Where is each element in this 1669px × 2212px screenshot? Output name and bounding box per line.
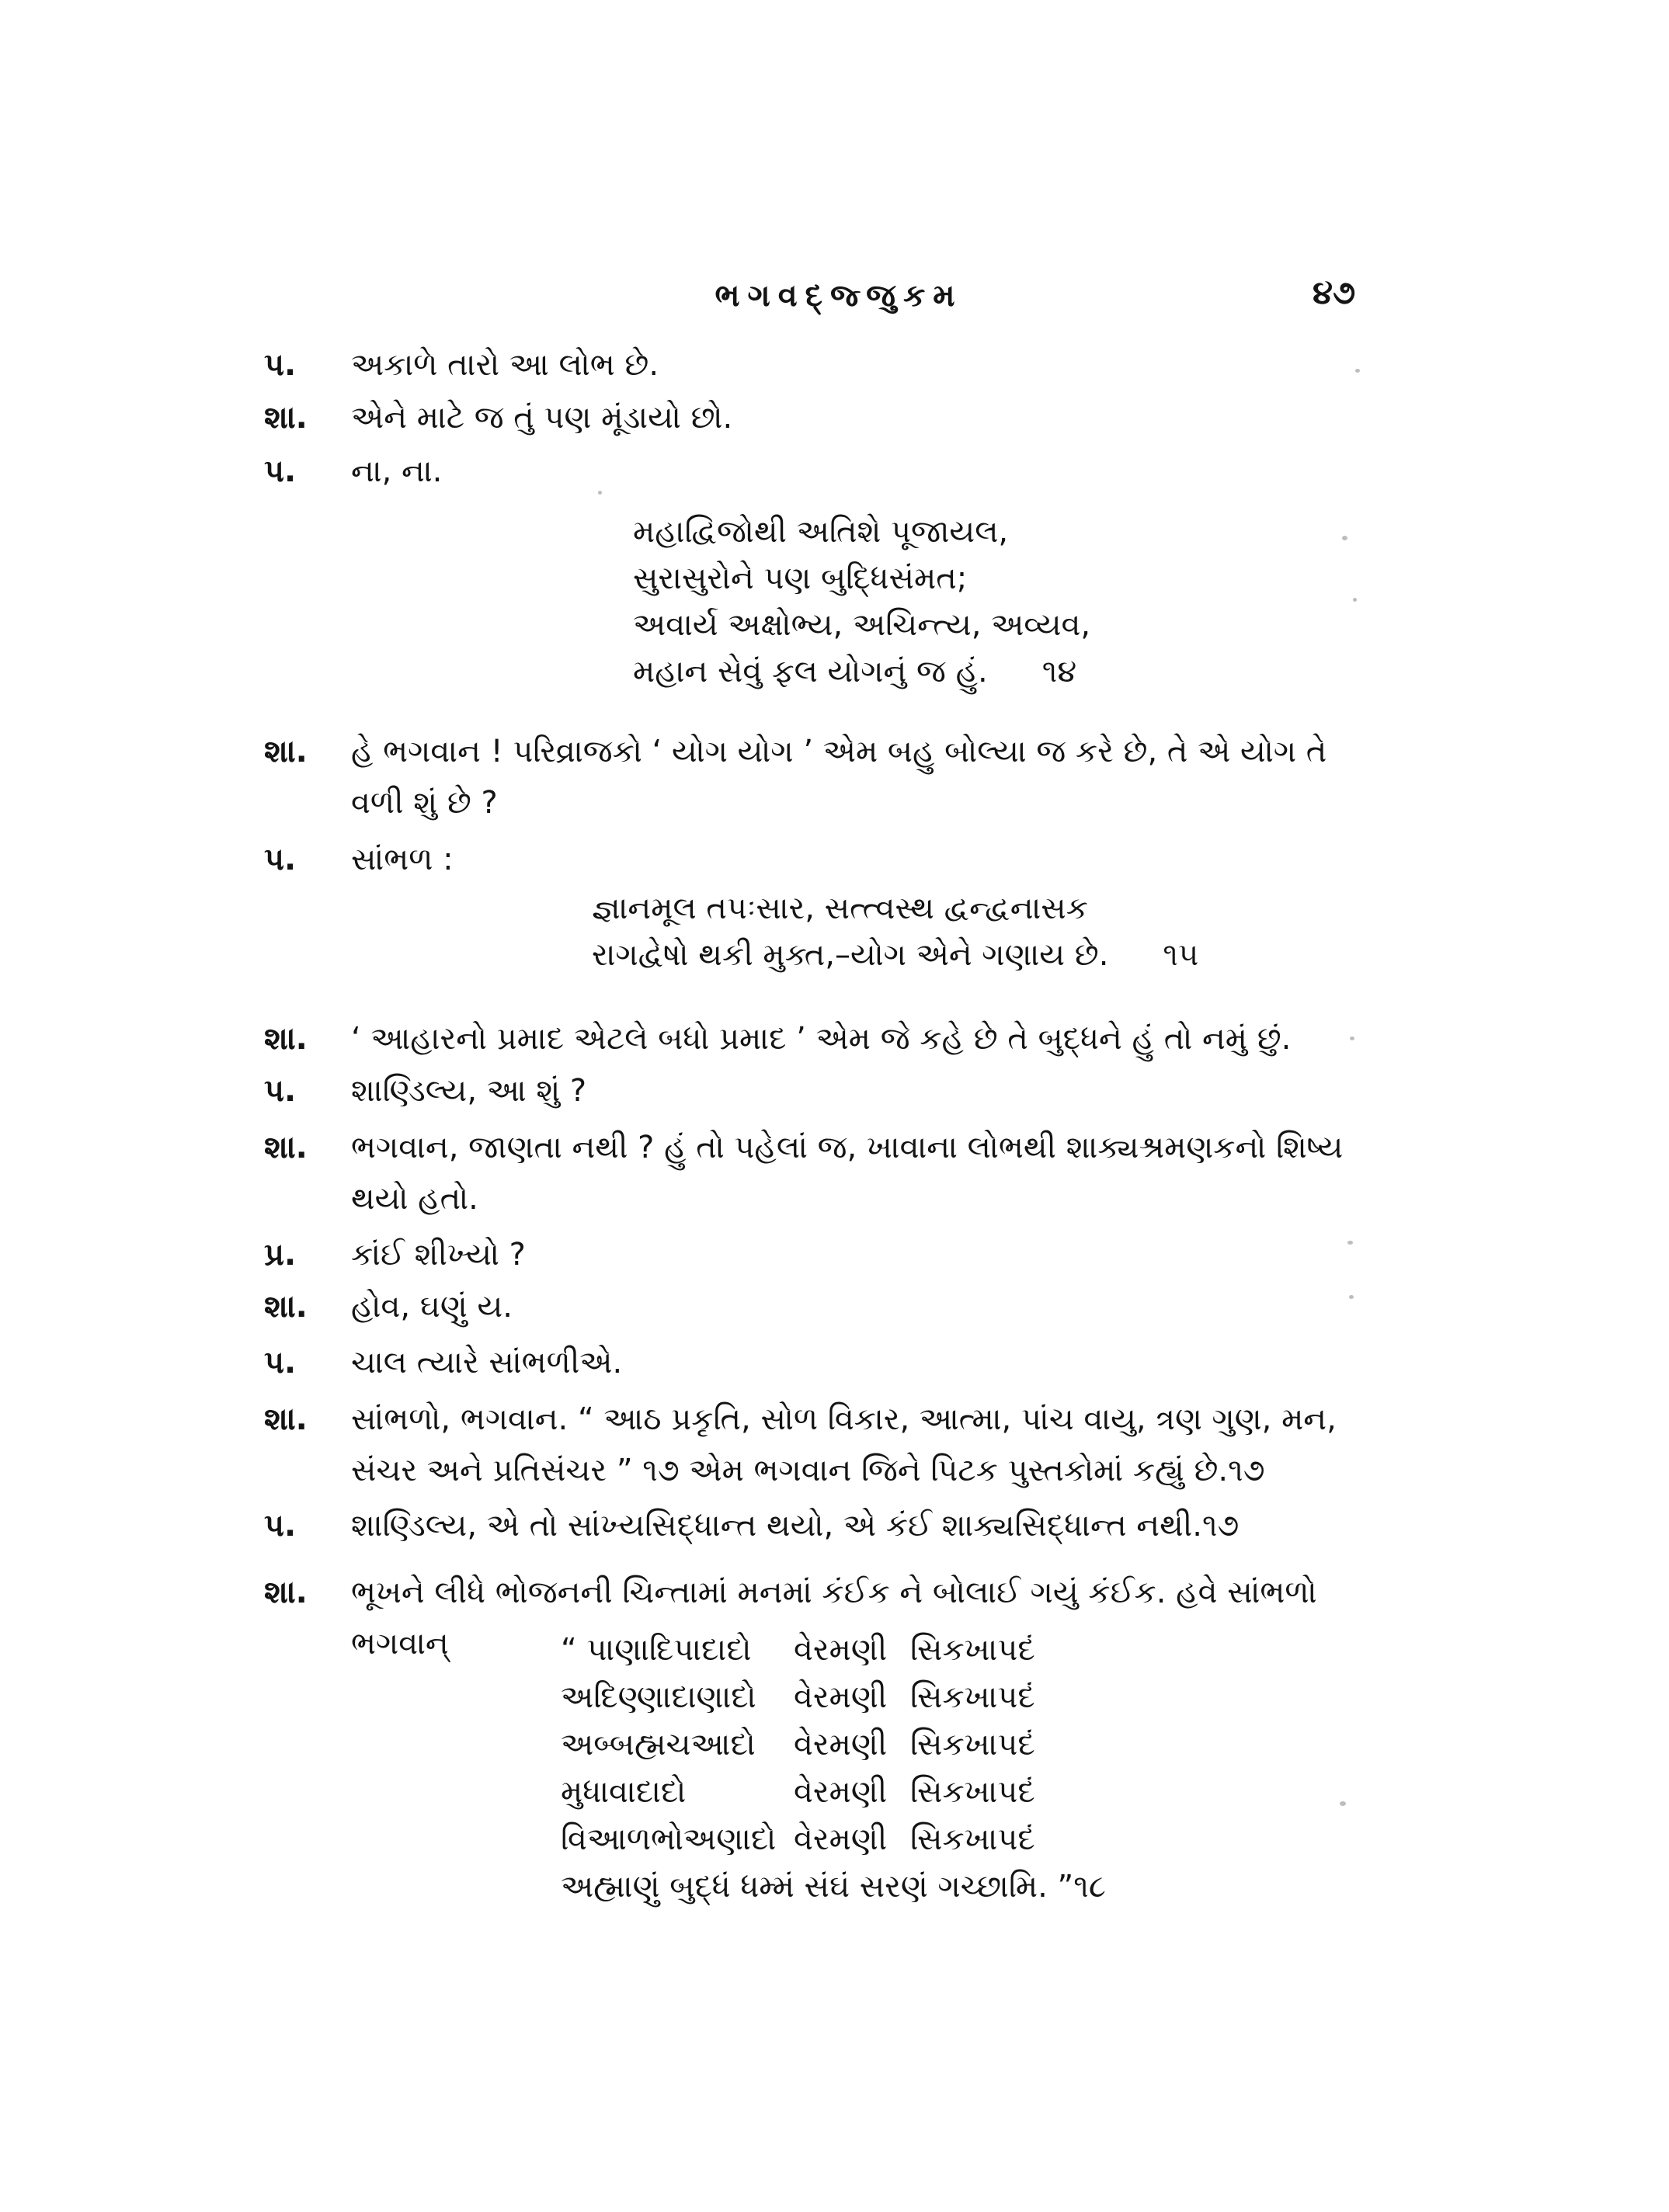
scan-speck — [1349, 1295, 1354, 1299]
scan-speck — [1342, 536, 1347, 540]
precept-verb: વેરમણી — [794, 1821, 888, 1857]
verse-line: સુરાસુરોને પણ બુદ્ધિસંમત; — [633, 561, 968, 596]
verse-line-text: રાગદ્વેષો થકી મુક્ત,–યોગ એને ગણાય છે. — [592, 937, 1109, 973]
verse-line — [633, 648, 1090, 695]
scan-speck — [1355, 369, 1360, 373]
precept-text: વિઆળભોઅણાદો — [561, 1821, 777, 1857]
dialogue-line — [264, 726, 1375, 828]
dialogue-text: હોવ, ઘણું ય. — [351, 1289, 513, 1325]
speaker-label: પ. — [264, 842, 297, 877]
precept-end: સિકખાપદં — [910, 1774, 1035, 1810]
precept-end: સિકખાપદં — [910, 1821, 1035, 1857]
dialogue-line — [264, 1122, 1375, 1224]
pali-line — [561, 1627, 1106, 1674]
speaker-label: પ. — [264, 1345, 297, 1380]
dialogue-line — [264, 1500, 1375, 1551]
speaker-label: પ. — [264, 1073, 297, 1109]
precept-end: સિકખાપદં — [910, 1632, 1035, 1668]
page-number: ૪૭ — [1313, 273, 1356, 311]
precept-text: અબ્બહ્મચઆદો — [561, 1727, 756, 1762]
precept-refuge: અહ્માણું બુદ્ધં ધમ્મં સંઘં સરણં ગચ્છામિ. ”૧૮ — [561, 1869, 1106, 1905]
dialogue-text: ભગવાન, જાણતા નથી ? હું તો પહેલાં જ, ખાવાના લોભથી શાક્યશ્રમણકનો શિષ્ય થયો હતો. — [351, 1130, 1344, 1217]
scan-speck — [1353, 598, 1357, 602]
dialogue-line — [264, 446, 1375, 497]
scan-speck — [1350, 1037, 1354, 1040]
speaker-label: શા. — [264, 1130, 308, 1165]
running-header-title: ભગવદ્જ્જુકમ — [715, 278, 963, 314]
speaker-label: શા. — [264, 1575, 308, 1610]
dialogue-text: સાંભળ : — [351, 842, 454, 877]
speaker-label: પ. — [264, 453, 297, 489]
dialogue-text: હે ભગવાન ! પરિવ્રાજકો ‘ યોગ યોગ ’ એમ બહુ બોલ્યા જ કરે છે, તે એ યોગ તે વળી શું છે ? — [351, 734, 1327, 821]
dialogue-text: ચાલ ત્યારે સાંભળીએ. — [351, 1345, 623, 1380]
dialogue-line — [264, 1281, 1375, 1332]
precept-text: “ પાણાદિપાદાદો — [561, 1632, 752, 1668]
pali-line — [561, 1863, 1106, 1911]
verse-line: અવાર્ય અક્ષોભ્ય, અચિન્ત્ય, અવ્યવ, — [633, 607, 1091, 643]
precept-verb: વેરમણી — [794, 1679, 888, 1715]
dialogue-text: એને માટે જ તું પણ મૂંડાયો છો. — [351, 400, 733, 436]
scan-speck — [1347, 1241, 1353, 1245]
pali-line — [561, 1816, 1106, 1863]
verse-line — [592, 932, 1198, 978]
speaker-label: પ્ર. — [264, 1237, 297, 1273]
speaker-label: પ. — [264, 347, 297, 383]
dialogue-line — [264, 1337, 1375, 1388]
dialogue-text: સાંભળો, ભગવાન. “ આઠ પ્રકૃતિ, સોળ વિકાર, આત્મા, પાંચ વાયુ, ત્રણ ગુણ, મન, સંચર અને પ્રતિસંચર ” ૧૭ એમ ભગવાન જિને પિટક પુસ્તકોમાં કહ્યું છે.૧૭ — [351, 1401, 1337, 1488]
dialogue-line — [264, 1229, 1375, 1280]
precept-end: સિકખાપદં — [910, 1679, 1035, 1715]
verse-number: ૧૪ — [1041, 654, 1077, 689]
speaker-label: શા. — [264, 734, 308, 769]
pali-line — [561, 1674, 1106, 1721]
speaker-label: શા. — [264, 1401, 308, 1437]
verse-line: જ્ઞાનમૂલ તપઃસાર, સત્ત્વસ્થ દ્વન્દ્વનાસક — [592, 891, 1088, 926]
dialogue-text: ના, ના. — [351, 453, 443, 489]
dialogue-line — [264, 1065, 1375, 1116]
speaker-label: પ. — [264, 1508, 297, 1544]
dialogue-line — [264, 834, 1375, 885]
dialogue-text: શાણ્ડિલ્ય, એ તો સાંખ્યસિદ્ધાન્ત થયો, એ કંઈ શાક્યસિદ્ધાન્ત નથી.૧૭ — [351, 1508, 1240, 1544]
dialogue-text: શાણ્ડિલ્ય, આ શું ? — [351, 1073, 587, 1109]
dialogue-text: કાંઈ શીખ્યો ? — [351, 1237, 526, 1273]
dialogue-line — [264, 1013, 1375, 1064]
pali-line — [561, 1721, 1106, 1769]
verse-number: ૧૫ — [1163, 937, 1199, 973]
precept-verb: વેરમણી — [794, 1727, 888, 1762]
dialogue-line — [264, 339, 1375, 391]
dialogue-line — [264, 392, 1375, 443]
precept-verb: વેરમણી — [794, 1774, 888, 1810]
dialogue-line — [264, 1394, 1375, 1496]
verse-14 — [633, 509, 1090, 695]
verse-line: મહાદ્વિજોથી અતિશે પૂજાયલ, — [633, 514, 1009, 550]
scan-speck — [1340, 1801, 1346, 1806]
precept-verb: વેરમણી — [794, 1632, 888, 1668]
scan-speck — [598, 491, 602, 495]
dialogue-text: ‘ આહારનો પ્રમાદ એટલે બધો પ્રમાદ ’ એમ જે કહે છે તે બુદ્ધને હું તો નમું છું. — [351, 1021, 1292, 1057]
pali-precepts — [561, 1627, 1106, 1911]
speaker-label: શા. — [264, 1021, 308, 1057]
precept-text: અદિણ્ણાદાણાદો — [561, 1679, 756, 1715]
precept-text: મુધાવાદાદો — [561, 1774, 687, 1810]
speaker-label: શા. — [264, 1289, 308, 1325]
precept-end: સિકખાપદં — [910, 1727, 1035, 1762]
dialogue-text: અકાળે તારો આ લોભ છે. — [351, 347, 659, 383]
verse-line-text: મહાન સેવું ફલ યોગનું જ હું. — [633, 654, 988, 689]
speaker-label: શા. — [264, 400, 308, 436]
verse-15 — [592, 885, 1198, 978]
pali-line — [561, 1769, 1106, 1816]
dialogue-text: ભૂખને લીધે ભોજનની ચિન્તામાં મનમાં કંઈક ને બોલાઈ ગયું કંઈક. હવે સાંભળો ભગવાન્ — [351, 1575, 1317, 1662]
